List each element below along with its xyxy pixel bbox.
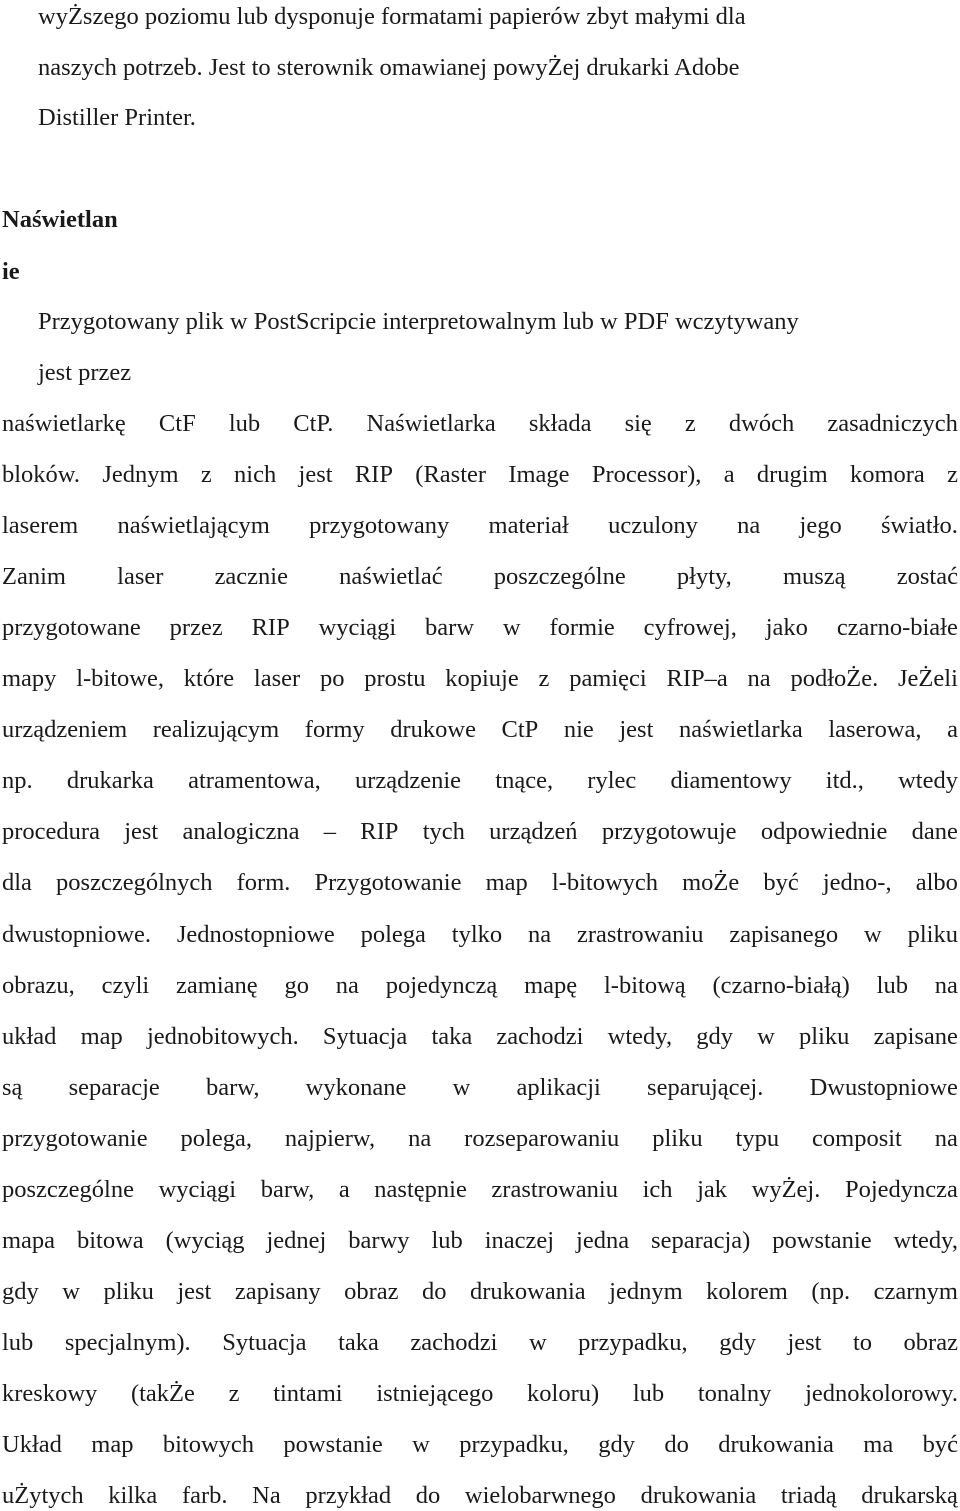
- body-word: jedno-,: [822, 869, 892, 896]
- body-word: dwustopniowe.: [2, 921, 152, 948]
- body-word: koloru): [527, 1380, 600, 1407]
- intro-line-3: Distiller Printer.: [38, 104, 196, 131]
- body-word: jak: [697, 1176, 728, 1203]
- body-word: jest: [787, 1329, 822, 1356]
- body-word: prostu: [364, 665, 426, 692]
- body-word: z: [947, 461, 958, 488]
- body-word: płyty,: [676, 563, 732, 590]
- body-word: a: [723, 461, 735, 488]
- body-word: taka: [338, 1329, 379, 1356]
- body-word: światło.: [881, 512, 958, 539]
- body-line: [2, 664, 958, 694]
- body-word: po: [319, 665, 345, 692]
- body-word: separującej.: [647, 1074, 764, 1101]
- body-word: podłoŻe.: [790, 665, 879, 692]
- body-word: przygotowane: [2, 614, 141, 641]
- body-word: w: [502, 614, 521, 641]
- body-word: gdy: [696, 1023, 733, 1050]
- body-word: zapisane: [873, 1023, 958, 1050]
- body-word: l-bitową: [603, 972, 686, 999]
- body-word: z: [228, 1380, 240, 1407]
- body-word: tintami: [273, 1380, 343, 1407]
- body-word: barwy: [348, 1227, 410, 1254]
- body-word: jest: [298, 461, 333, 488]
- body-word: (takŻe: [130, 1380, 195, 1407]
- body-word: kolorem: [706, 1278, 788, 1305]
- body-word: aplikacji: [516, 1074, 601, 1101]
- body-line: [2, 1481, 958, 1511]
- body-word: Pojedyncza: [844, 1176, 958, 1203]
- body-word: lub: [876, 972, 908, 999]
- body-word: specjalnym).: [64, 1329, 191, 1356]
- body-word: obraz: [344, 1278, 399, 1305]
- body-word: wielobarwnego: [464, 1482, 616, 1509]
- body-line: [2, 971, 958, 1001]
- body-word: z: [538, 665, 550, 692]
- body-word: laserem: [2, 512, 79, 539]
- body-word: uŻytych: [2, 1482, 84, 1509]
- body-word: się: [624, 410, 652, 437]
- body-word: Jednym: [102, 461, 179, 488]
- body-word: wyŻej.: [751, 1176, 821, 1203]
- body-word: powstanie: [283, 1431, 383, 1458]
- body-word: wykonane: [305, 1074, 407, 1101]
- body-word: zachodzi: [496, 1023, 584, 1050]
- body-line: [2, 1277, 958, 1307]
- body-word: procedura: [2, 818, 100, 845]
- body-word: najpierw,: [284, 1125, 376, 1152]
- body-word: l-bitowych: [551, 869, 659, 896]
- body-line: [2, 1175, 958, 1205]
- body-line: [2, 511, 958, 541]
- body-word: następnie: [374, 1176, 467, 1203]
- body-word: rozseparowaniu: [464, 1125, 620, 1152]
- body-word: na: [408, 1125, 432, 1152]
- body-word: jednobitowych.: [146, 1023, 299, 1050]
- body-word: gdy: [598, 1431, 635, 1458]
- body-word: formie: [549, 614, 615, 641]
- body-line: [2, 766, 958, 796]
- body-word: układ: [2, 1023, 57, 1050]
- body-word: JeŻeli: [898, 665, 958, 692]
- body-word: zrastrowaniu: [576, 921, 704, 948]
- body-word: ich: [642, 1176, 673, 1203]
- body-line: [2, 1379, 958, 1409]
- body-word: gdy: [719, 1329, 756, 1356]
- body-word: zapisanego: [729, 921, 839, 948]
- body-line: [2, 460, 958, 490]
- body-word: go: [284, 972, 309, 999]
- body-word: w: [62, 1278, 80, 1305]
- body-word: zacznie: [214, 563, 288, 590]
- body-word: dwóch: [728, 410, 795, 437]
- body-word: mapy: [2, 665, 57, 692]
- body-word: czyli: [101, 972, 150, 999]
- body-word: na: [335, 972, 359, 999]
- body-word: nie: [563, 716, 594, 743]
- body-line: [2, 715, 958, 745]
- body-word: wtedy,: [893, 1227, 958, 1254]
- body-word: wyciągi: [158, 1176, 237, 1203]
- body-word: dane: [911, 818, 958, 845]
- body-word: jednej: [266, 1227, 327, 1254]
- body-word: lub: [2, 1329, 34, 1356]
- body-word: drukowania: [470, 1278, 586, 1305]
- body-word: Sytuacja: [322, 1023, 408, 1050]
- body-word: itd.,: [825, 767, 864, 794]
- body-word: w: [452, 1074, 471, 1101]
- body-word: wtedy: [898, 767, 958, 794]
- body-word: a: [947, 716, 958, 743]
- body-line: [2, 1226, 958, 1256]
- body-word: taka: [431, 1023, 473, 1050]
- body-word: nich: [234, 461, 277, 488]
- body-word: Processor),: [591, 461, 702, 488]
- body-word: pliku: [907, 921, 958, 948]
- body-word: przez: [169, 614, 223, 641]
- body-word: pliku: [103, 1278, 154, 1305]
- body-word: Zanim: [2, 563, 66, 590]
- body-word: jednokolorowy.: [805, 1380, 958, 1407]
- body-word: (np.: [811, 1278, 851, 1305]
- body-word: Image: [508, 461, 570, 488]
- body-word: jest: [619, 716, 654, 743]
- body-word: czarno-białe: [836, 614, 958, 641]
- body-line: [2, 1073, 958, 1103]
- body-word: CtP.: [293, 410, 334, 437]
- section-heading-line-2: ie: [2, 258, 20, 285]
- body-word: pliku: [652, 1125, 703, 1152]
- body-word: do: [664, 1431, 689, 1458]
- body-word: np.: [2, 767, 33, 794]
- body-word: urządzenie: [354, 767, 462, 794]
- body-word: laserowa,: [828, 716, 922, 743]
- body-word: RIP: [251, 614, 290, 641]
- body-line: [2, 613, 958, 643]
- body-word: wyciągi: [318, 614, 397, 641]
- body-word: map: [80, 1023, 123, 1050]
- body-line: [2, 409, 958, 439]
- body-word: składa: [528, 410, 592, 437]
- body-word: CtF: [158, 410, 196, 437]
- body-word: pojedynczą: [385, 972, 498, 999]
- body-word: polega: [360, 921, 426, 948]
- section-heading-line-1: Naświetlan: [2, 206, 118, 233]
- body-word: drukowania: [640, 1482, 757, 1509]
- body-line: [2, 868, 958, 898]
- paragraph-line-1: Przygotowany plik w PostScripcie interpretowalnym lub w PDF wczytywany: [38, 308, 799, 335]
- body-word: farb.: [181, 1482, 228, 1509]
- body-word: gdy: [2, 1278, 39, 1305]
- body-word: komora: [849, 461, 925, 488]
- body-word: moŻe: [682, 869, 740, 896]
- body-word: do: [422, 1278, 447, 1305]
- body-word: (Raster: [415, 461, 487, 488]
- body-word: cyfrowej,: [643, 614, 737, 641]
- body-word: w: [528, 1329, 547, 1356]
- intro-line-1: wyŻszego poziomu lub dysponuje formatami papierów zbyt małymi dla: [38, 3, 746, 30]
- body-word: Jednostopniowe: [176, 921, 335, 948]
- body-word: l-bitowe,: [76, 665, 164, 692]
- body-word: jego: [799, 512, 842, 539]
- body-word: czarnym: [873, 1278, 958, 1305]
- body-word: Dwustopniowe: [809, 1074, 958, 1101]
- body-word: przygotowuje: [601, 818, 737, 845]
- body-word: map: [91, 1431, 134, 1458]
- body-word: RIP: [360, 818, 399, 845]
- body-word: albo: [915, 869, 958, 896]
- body-word: bitowych: [162, 1431, 255, 1458]
- body-word: zrastrowaniu: [491, 1176, 618, 1203]
- body-word: laser: [117, 563, 164, 590]
- body-word: pamięci: [569, 665, 647, 692]
- body-word: poszczególne: [2, 1176, 134, 1203]
- body-word: odpowiednie: [760, 818, 888, 845]
- body-word: Sytuacja: [222, 1329, 307, 1356]
- body-word: barw: [425, 614, 475, 641]
- body-word: naświetlarkę: [2, 410, 126, 437]
- body-word: z: [684, 410, 696, 437]
- body-word: CtP: [501, 716, 539, 743]
- body-line: [2, 817, 958, 847]
- body-word: map: [485, 869, 528, 896]
- body-word: naświetlać: [339, 563, 443, 590]
- body-word: polega,: [180, 1125, 252, 1152]
- body-line: [2, 1430, 958, 1460]
- body-word: drukarską: [861, 1482, 958, 1509]
- body-word: przypadku,: [459, 1431, 569, 1458]
- body-word: rylec: [587, 767, 637, 794]
- body-word: Naświetlarka: [366, 410, 496, 437]
- body-word: tnące,: [495, 767, 554, 794]
- body-word: zachodzi: [410, 1329, 498, 1356]
- body-word: wtedy,: [607, 1023, 673, 1050]
- body-word: Przygotowanie: [314, 869, 462, 896]
- body-word: drukowe: [390, 716, 476, 743]
- body-word: powstanie: [772, 1227, 872, 1254]
- body-word: być: [763, 869, 799, 896]
- body-word: jest: [124, 818, 159, 845]
- body-word: urządzeń: [489, 818, 578, 845]
- body-word: lub: [228, 410, 261, 437]
- body-word: analogiczna: [182, 818, 300, 845]
- body-word: lub: [632, 1380, 665, 1407]
- body-word: tych: [422, 818, 465, 845]
- body-word: jako: [765, 614, 808, 641]
- body-word: jest: [177, 1278, 212, 1305]
- body-word: to: [852, 1329, 873, 1356]
- body-word: Układ: [2, 1431, 62, 1458]
- body-line: [2, 1328, 958, 1358]
- body-word: w: [757, 1023, 775, 1050]
- body-word: zasadniczych: [827, 410, 958, 437]
- body-word: uczulony: [608, 512, 698, 539]
- body-word: mapę: [524, 972, 578, 999]
- body-word: formy: [304, 716, 365, 743]
- body-word: drukowania: [718, 1431, 834, 1458]
- body-word: kilka: [108, 1482, 158, 1509]
- body-word: separacje: [68, 1074, 160, 1101]
- body-word: są: [2, 1074, 23, 1101]
- body-word: w: [412, 1431, 430, 1458]
- body-word: kreskowy: [2, 1380, 98, 1407]
- body-word: laser: [253, 665, 301, 692]
- body-word: inaczej: [484, 1227, 555, 1254]
- body-word: przygotowanie: [2, 1125, 148, 1152]
- body-word: atramentowa,: [188, 767, 321, 794]
- body-word: na: [934, 972, 958, 999]
- body-word: form.: [236, 869, 291, 896]
- body-line: [2, 1022, 958, 1052]
- body-word: jedna: [576, 1227, 630, 1254]
- body-word: poszczególnych: [56, 869, 213, 896]
- body-word: muszą: [782, 563, 846, 590]
- body-word: triadą: [780, 1482, 837, 1509]
- body-word: diamentowy: [670, 767, 792, 794]
- body-word: na: [747, 665, 771, 692]
- body-word: naświetlarka: [678, 716, 803, 743]
- body-word: przykład: [305, 1482, 392, 1509]
- body-line: [2, 920, 958, 950]
- body-word: istniejącego: [376, 1380, 494, 1407]
- body-word: zamianę: [176, 972, 258, 999]
- paragraph-line-2: jest przez: [38, 359, 132, 386]
- body-word: typu: [735, 1125, 780, 1152]
- body-word: a: [338, 1176, 350, 1203]
- body-word: ma: [863, 1431, 894, 1458]
- body-word: (czarno-białą): [712, 972, 850, 999]
- body-word: zapisany: [234, 1278, 321, 1305]
- body-line: [2, 562, 958, 592]
- body-word: bloków.: [2, 461, 81, 488]
- body-word: obraz: [903, 1329, 958, 1356]
- body-word: bitowa: [77, 1227, 144, 1254]
- body-line: [2, 1124, 958, 1154]
- body-word: drugim: [756, 461, 828, 488]
- body-word: lub: [431, 1227, 463, 1254]
- body-word: obrazu,: [2, 972, 75, 999]
- body-word: na: [737, 512, 761, 539]
- body-word: przypadku,: [578, 1329, 688, 1356]
- body-word: (wyciąg: [165, 1227, 245, 1254]
- intro-line-2: naszych potrzeb. Jest to sterownik omawianej powyŻej drukarki Adobe: [38, 54, 740, 81]
- body-word: jednym: [609, 1278, 683, 1305]
- body-word: RIP: [354, 461, 393, 488]
- body-word: na: [934, 1125, 958, 1152]
- body-word: urządzeniem: [2, 716, 128, 743]
- body-word: pliku: [799, 1023, 850, 1050]
- body-word: barw,: [205, 1074, 260, 1101]
- body-word: przygotowany: [309, 512, 450, 539]
- body-word: do: [415, 1482, 441, 1509]
- body-word: materiał: [488, 512, 569, 539]
- body-word: drukarka: [66, 767, 154, 794]
- body-word: naświetlającym: [117, 512, 270, 539]
- body-word: mapa: [2, 1227, 56, 1254]
- body-word: w: [864, 921, 882, 948]
- body-word: RIP–a: [666, 665, 728, 692]
- body-word: –: [323, 818, 337, 845]
- body-word: realizującym: [152, 716, 280, 743]
- body-word: Na: [252, 1482, 281, 1509]
- body-word: dla: [2, 869, 32, 896]
- body-word: barw,: [260, 1176, 315, 1203]
- body-word: tylko: [451, 921, 503, 948]
- body-word: z: [200, 461, 212, 488]
- body-word: które: [183, 665, 235, 692]
- body-word: zostać: [896, 563, 958, 590]
- body-word: na: [527, 921, 552, 948]
- body-word: tonalny: [697, 1380, 772, 1407]
- body-word: kopiuje: [445, 665, 519, 692]
- body-word: być: [922, 1431, 958, 1458]
- body-word: separacja): [651, 1227, 751, 1254]
- body-word: composit: [812, 1125, 902, 1152]
- body-word: poszczególne: [493, 563, 626, 590]
